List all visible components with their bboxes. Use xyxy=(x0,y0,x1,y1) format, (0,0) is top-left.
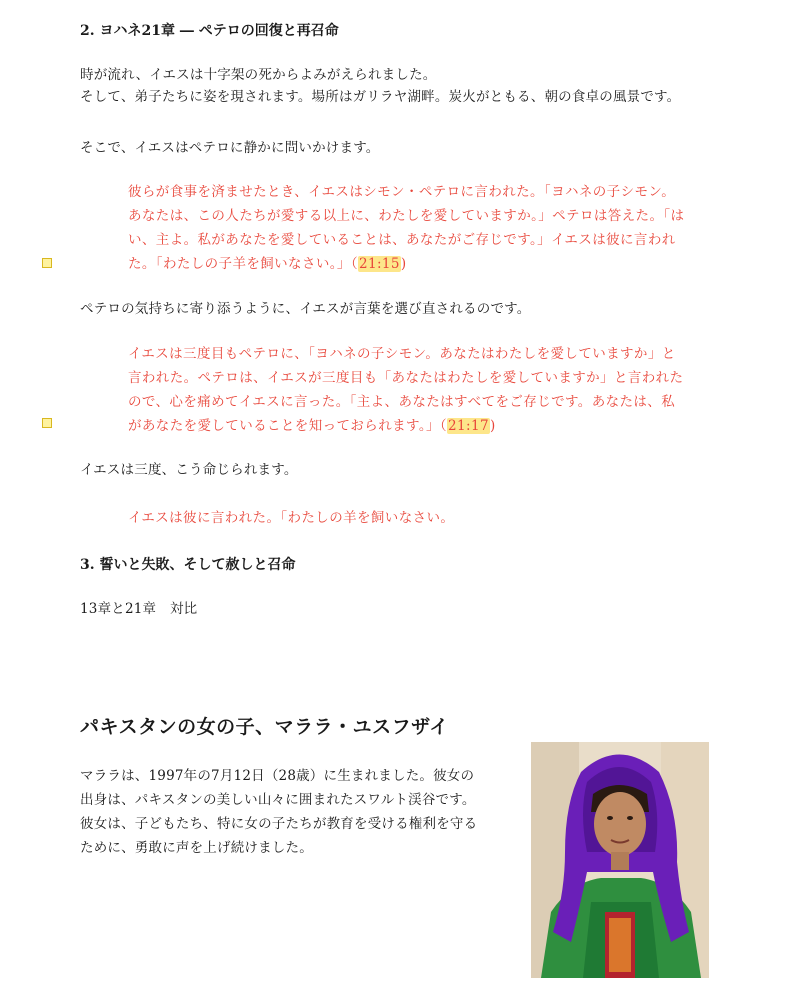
bio-line: 彼女は、子どもたち、特に女の子たちが教育を受ける権利を守る xyxy=(80,816,478,832)
quote-line-last: があなたを愛していることを知っておられます。」（21:17) xyxy=(128,418,496,434)
section-2-intro xyxy=(80,64,680,108)
quote-line-text: があなたを愛していることを知っておられます。」 xyxy=(128,418,440,434)
comment-marker-icon[interactable] xyxy=(42,418,52,428)
quote-line-text: た。「わたしの子羊を飼いなさい。」 xyxy=(128,256,351,272)
quote-line-last: た。「わたしの子羊を飼いなさい。」（21:15) xyxy=(128,256,407,272)
quote-line: ので、心を痛めてイエスに言った。「主よ、あなたはすべてをご存じです。あなたは、私 xyxy=(128,394,676,410)
lead-paragraph-3: イエスは三度、こう命じられます。 xyxy=(80,462,298,478)
comment-marker-icon[interactable] xyxy=(42,258,52,268)
verse-reference[interactable]: 21:17 xyxy=(448,418,489,434)
bio-line: ために、勇敢に声を上げ続けました。 xyxy=(80,840,313,856)
quote-line: い、主よ。私があなたを愛していることは、あなたがご存じです。」イエスは彼に言われ xyxy=(128,232,676,248)
section-3-body: 13章と21章 対比 xyxy=(80,601,198,617)
lead-paragraph-2: ペテロの気持ちに寄り添うように、イエスが言葉を選び直されるのです。 xyxy=(80,301,531,317)
quote-line: イエスは三度目もペテロに、「ヨハネの子シモン。あなたはわたしを愛していますか」と xyxy=(128,346,676,362)
intro-line-1: 時が流れ、イエスは十字架の死からよみがえられました。 xyxy=(80,67,437,83)
quote-john-21-17 xyxy=(128,342,748,438)
verse-reference[interactable]: 21:15 xyxy=(358,256,400,272)
quote-john-21-15 xyxy=(128,180,748,276)
bio-line: 出身は、パキスタンの美しい山々に囲まれたスワルト渓谷です。 xyxy=(80,792,476,808)
quote-line: 彼らが食事を済ませたとき、イエスはシモン・ペテロに言われた。「ヨハネの子シモン。 xyxy=(128,184,676,200)
quote-line: あなたは、この人たちが愛する以上に、わたしを愛していますか。」ペテロは答えた。「は xyxy=(128,208,685,224)
portrait-photo xyxy=(531,742,709,978)
malala-bio xyxy=(80,764,520,860)
section-2-heading: 2. ヨハネ21章 ― ペテロの回復と再召命 xyxy=(80,23,339,39)
intro-line-2: そして、弟子たちに姿を現されます。場所はガリラヤ湖畔。炭火がともる、朝の食卓の風景です。 xyxy=(80,89,681,105)
malala-title: パキスタンの女の子、マララ・ユスフザイ xyxy=(80,716,449,738)
bio-line: マララは、1997年の7月12日（28歳）に生まれました。彼女の xyxy=(80,768,475,784)
section-3-heading: 3. 誓いと失敗、そして赦しと召命 xyxy=(80,557,296,573)
lead-paragraph-1: そこで、イエスはペテロに静かに問いかけます。 xyxy=(80,140,380,156)
portrait-illustration xyxy=(531,742,709,978)
quote-john-21-17b: イエスは彼に言われた。「わたしの羊を飼いなさい。 xyxy=(128,510,455,526)
quote-line: 言われた。ペテロは、イエスが三度目も「あなたはわたしを愛していますか」と言われた xyxy=(128,370,684,386)
